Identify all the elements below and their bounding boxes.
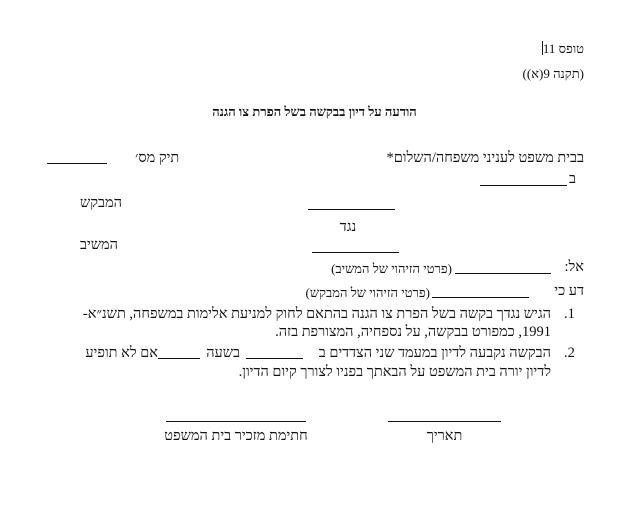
regulation-reference: (תקנה 9(א)) (522, 66, 584, 81)
item-2-text-part-2: בשעה (206, 345, 240, 361)
date-blank (388, 421, 501, 422)
document-title: הודעה על דיון בבקשה בשל הפרת צו הגנה (212, 104, 417, 119)
respondent-label: המשיב (80, 237, 118, 253)
case-prefix-blank (480, 185, 567, 186)
signature-label: חתימת מזכיר בית המשפט (164, 428, 308, 444)
hearing-time-blank (158, 358, 200, 359)
form-number: טופס 11 (542, 41, 584, 56)
hearing-date-blank (246, 358, 303, 359)
court-name: בבית משפט לעניני משפחה/השלום* (386, 150, 584, 166)
case-number-label: תיק מס׳ (135, 150, 180, 166)
know-label: דע כי (554, 283, 584, 299)
item-2-text-part-1: הבקשה נקבעה לדיון במעמד שני הצדדים ב (318, 345, 551, 361)
case-prefix: ב (569, 171, 576, 187)
item-2-text-part-3: אם לא תופיע (85, 345, 158, 361)
respondent-details-note: (פרטי הזיהוי של המשיב) (331, 261, 452, 276)
applicant-details-note: (פרטי הזיהוי של המבקש) (305, 285, 430, 300)
item-2-line-2: לדיון יורה בית המשפט על הבאתך בפניו לצורך קיום הדיון. (238, 364, 551, 380)
respondent-name-blank (312, 252, 399, 253)
date-label: תאריך (426, 428, 463, 444)
against-label: נגד (339, 219, 357, 235)
to-label: אל: (564, 259, 584, 275)
respondent-details-blank (455, 273, 551, 274)
item-number-1: .1 (564, 306, 575, 322)
item-1-line-1: הגיש נגדך בקשה בשל הפרת צו הגנה בהתאם לחוק למניעת אלימות במשפחה, תשנ״א- (82, 306, 551, 322)
case-number-blank (47, 163, 107, 164)
item-number-2: .2 (564, 345, 575, 361)
applicant-label: המבקש (80, 195, 122, 211)
item-1-line-2: 1991, כמפורט בבקשה, על נספחיה, המצורפת בזה. (275, 324, 551, 340)
applicant-name-blank (308, 209, 395, 210)
signature-blank (166, 421, 306, 422)
applicant-details-blank (432, 297, 529, 298)
